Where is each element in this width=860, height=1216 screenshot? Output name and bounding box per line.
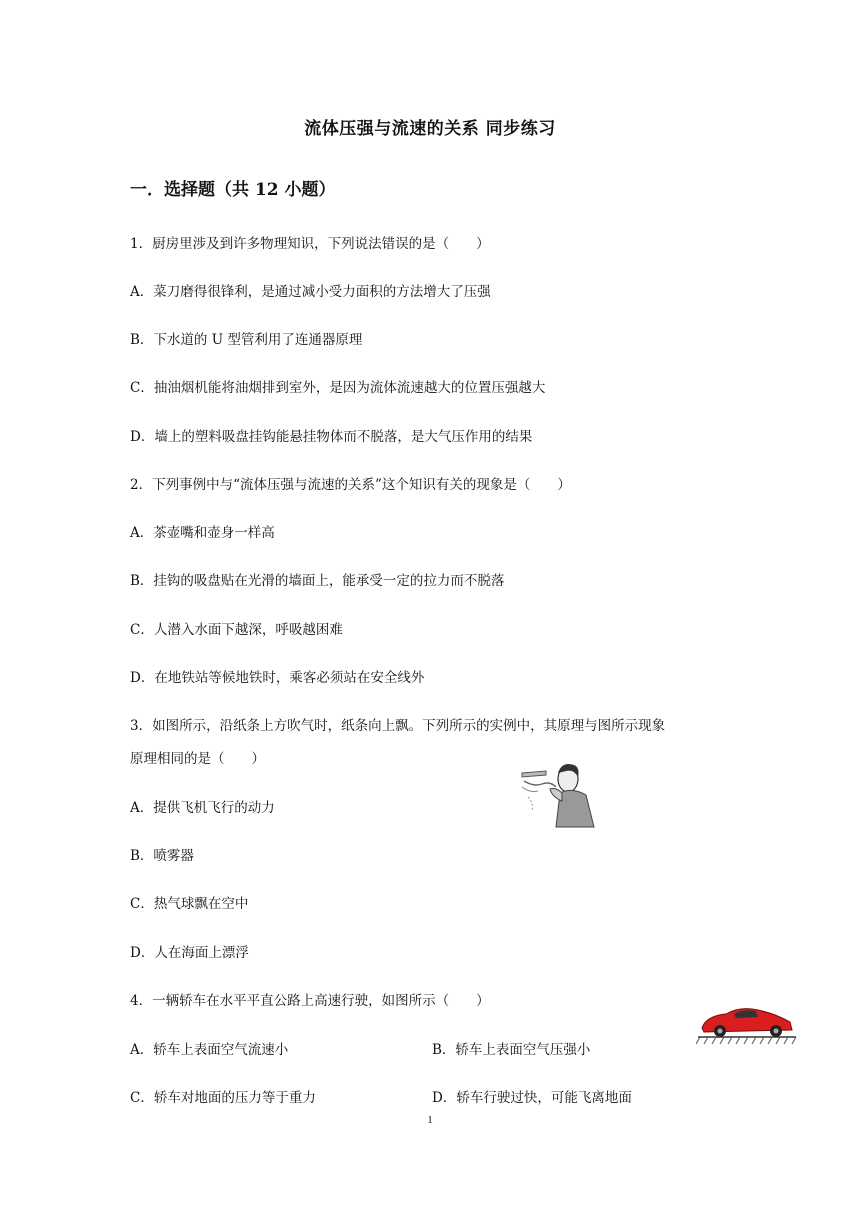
q2-option-c: C．人潜入水面下越深，呼吸越困难	[130, 622, 343, 638]
q2-option-b: B．挂钩的吸盘贴在光滑的墙面上，能承受一定的拉力而不脱落	[130, 573, 505, 589]
question-4: 4．一辆轿车在水平平直公路上高速行驶，如图所示（ ）	[130, 993, 490, 1009]
q1-option-c: C．抽油烟机能将油烟排到室外，是因为流体流速越大的位置压强越大	[130, 380, 546, 396]
q2-option-a: A．茶壶嘴和壶身一样高	[130, 525, 275, 541]
q3-option-a: A．提供飞机飞行的动力	[130, 800, 275, 816]
q3-option-b: B．喷雾器	[130, 848, 194, 864]
page-number: 1	[427, 1114, 433, 1126]
q1-option-a: A．菜刀磨得很锋利，是通过减小受力面积的方法增大了压强	[130, 284, 491, 300]
q1-option-b: B．下水道的 U 型管利用了连通器原理	[130, 332, 363, 348]
q2-option-d: D．在地铁站等候地铁时，乘客必须站在安全线外	[130, 670, 425, 686]
q4-option-a: A．轿车上表面空气流速小	[130, 1042, 289, 1058]
question-2: 2．下列事例中与“流体压强与流速的关系”这个知识有关的现象是（ ）	[130, 477, 571, 493]
question-3: 3．如图所示，沿纸条上方吹气时，纸条向上飘。下列所示的实例中，其原理与图所示现象	[130, 718, 666, 734]
page-title: 流体压强与流速的关系 同步练习	[304, 119, 556, 139]
blowing-paper-figure	[516, 757, 598, 829]
q3-option-c: C．热气球飘在空中	[130, 896, 249, 912]
q3-option-d: D．人在海面上漂浮	[130, 945, 249, 961]
q4-option-b: B．轿车上表面空气压强小	[432, 1042, 591, 1058]
q4-option-c: C．轿车对地面的压力等于重力	[130, 1090, 316, 1106]
q4-option-d: D．轿车行驶过快，可能飞离地面	[432, 1090, 632, 1106]
question-3-continued: 原理相同的是（ ）	[130, 751, 265, 767]
section-heading: 一．选择题（共 12 小题）	[130, 180, 336, 200]
question-1: 1．厨房里涉及到许多物理知识，下列说法错误的是（ ）	[130, 236, 490, 252]
q1-option-d: D．墙上的塑料吸盘挂钩能悬挂物体而不脱落，是大气压作用的结果	[130, 429, 533, 445]
red-car-figure	[696, 1000, 798, 1046]
